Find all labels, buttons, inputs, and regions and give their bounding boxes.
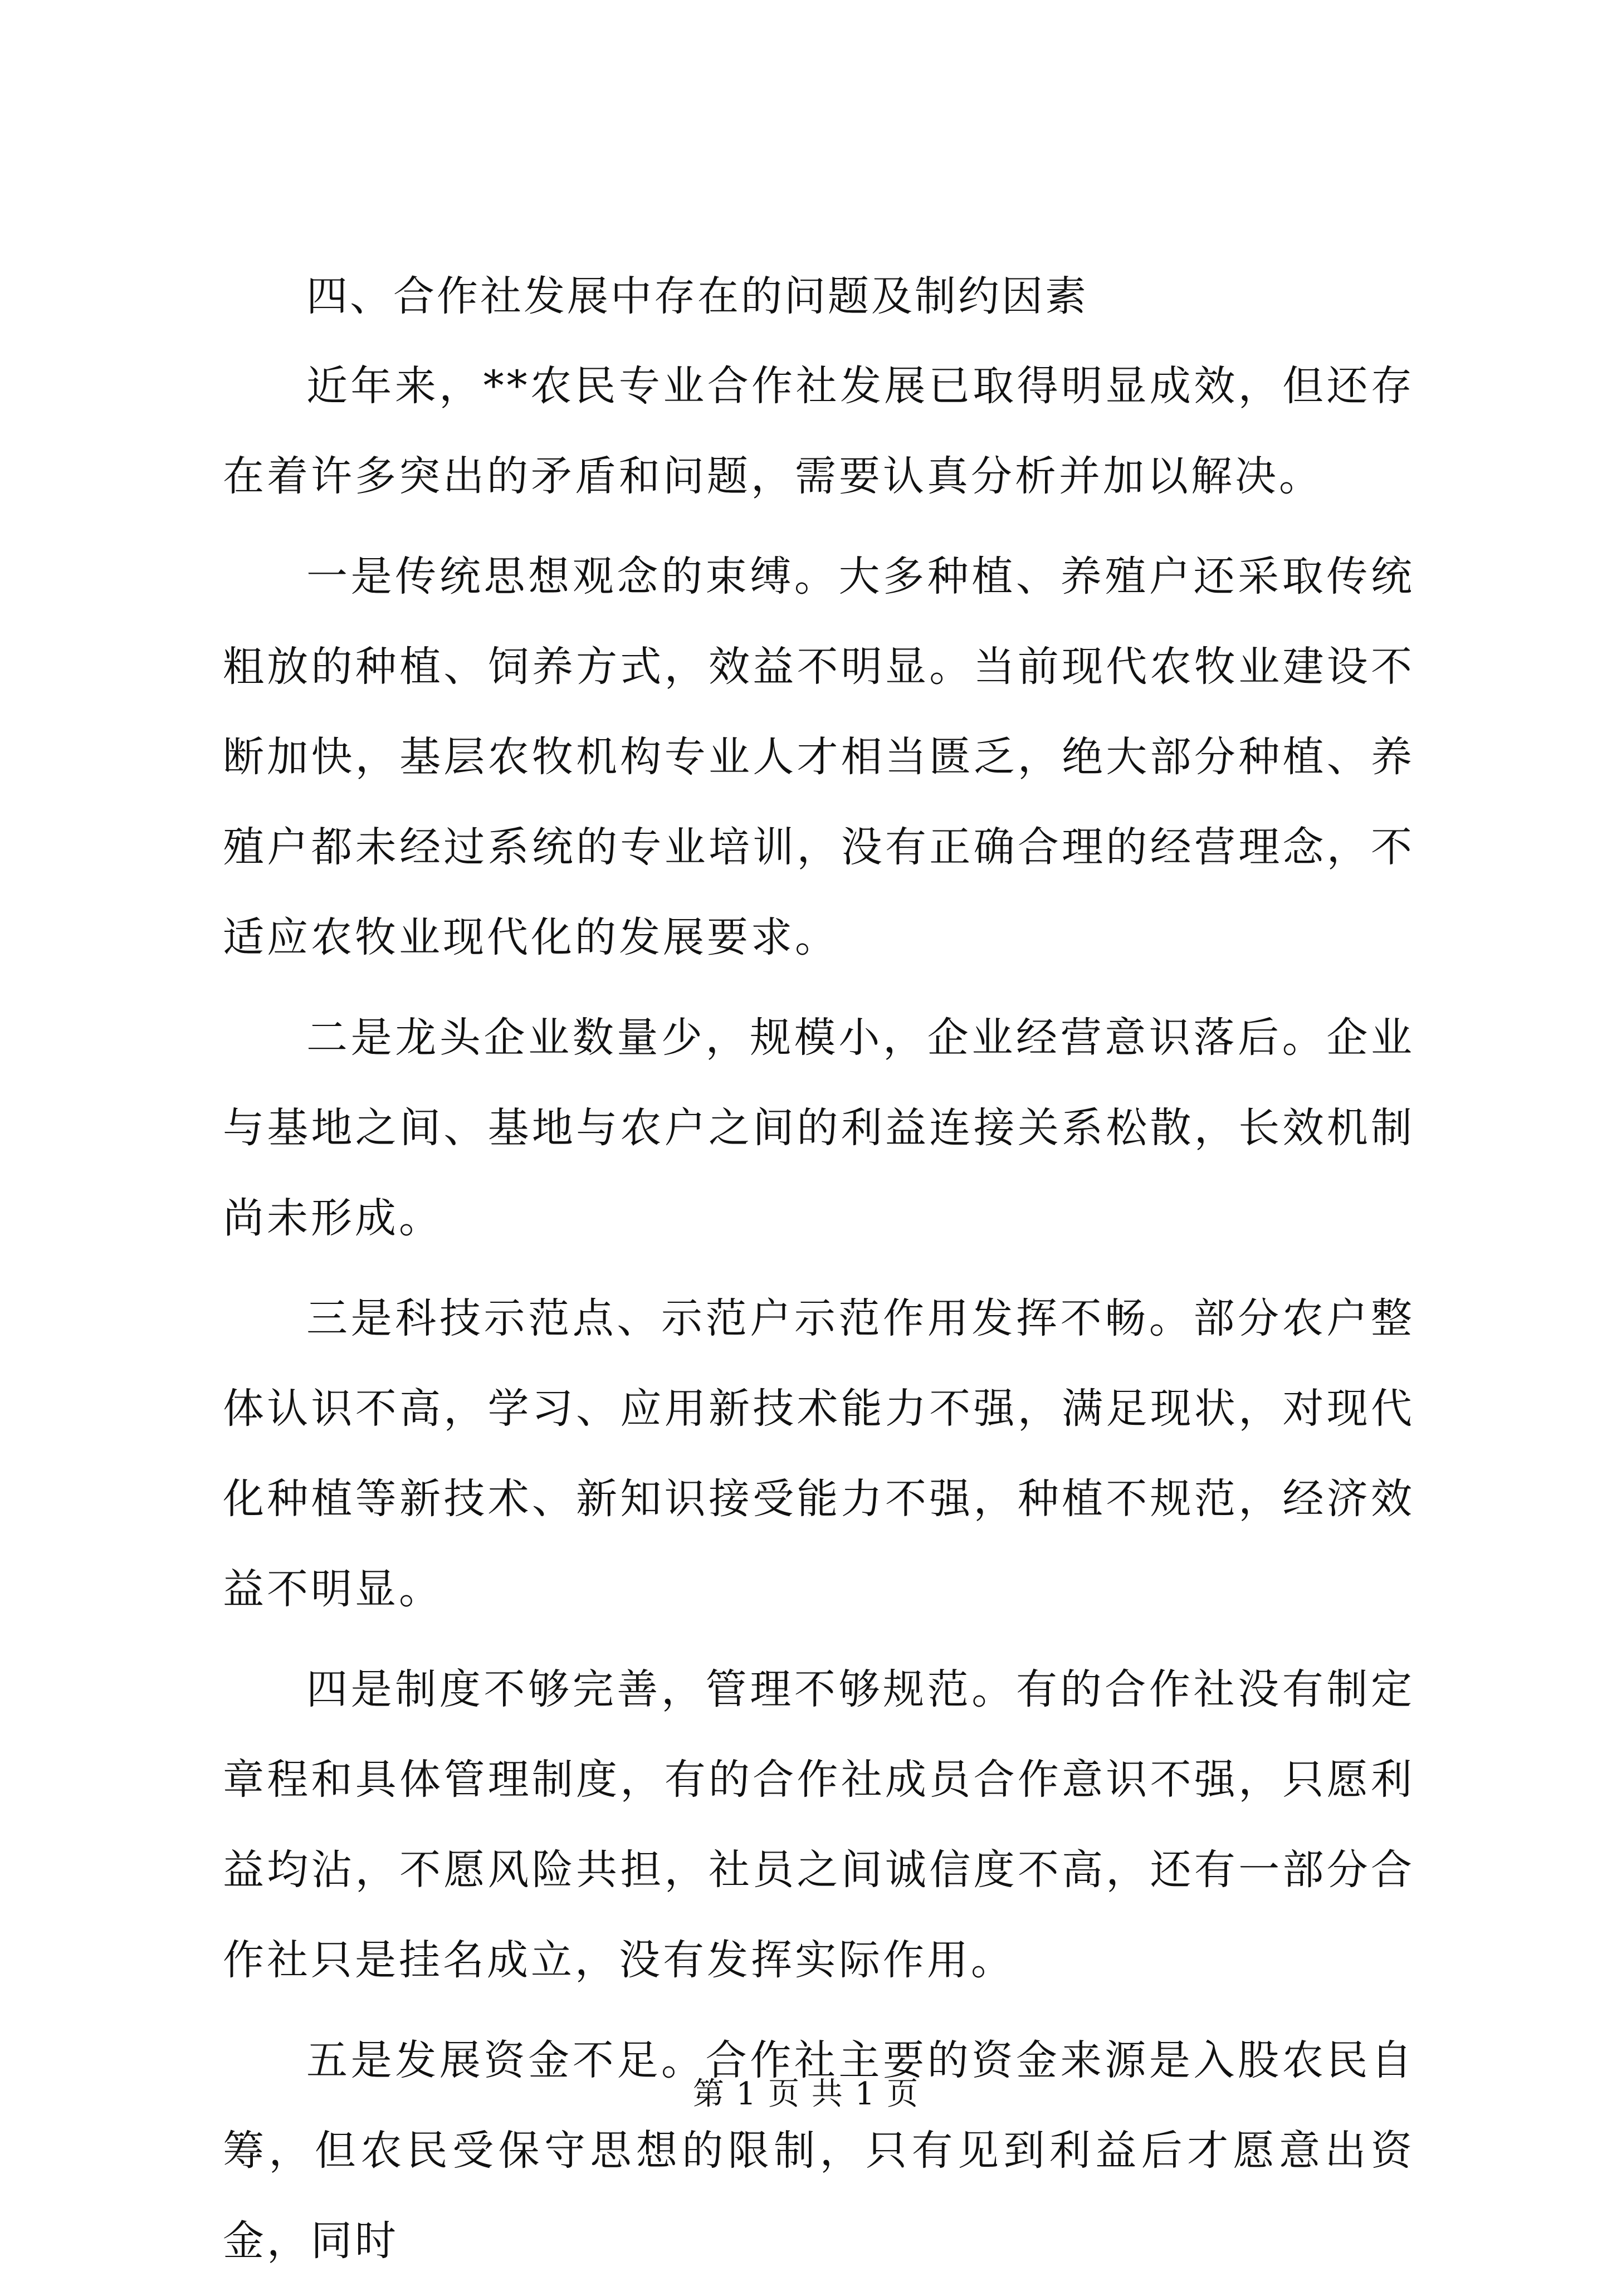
paragraph-point-1: 一是传统思想观念的束缚。大多种植、养殖户还采取传统粗放的种植、饲养方式，效益不明显。当前现代农牧业建设不断加快，基层农牧机构专业人才相当匮乏，绝大部分种植、养殖户都未经过系统的专业培训，没有正确合理的经营理念，不适应农牧业现代化的发展要求。 <box>223 553 1415 961</box>
paragraph-point-3: 三是科技示范点、示范户示范作用发挥不畅。部分农户整体认识不高，学习、应用新技术能力不强，满足现状，对现代化种植等新技术、新知识接受能力不强，种植不规范，经济效益不明显。 <box>223 1294 1415 1613</box>
paragraph-point-4: 四是制度不够完善，管理不够规范。有的合作社没有制定章程和具体管理制度，有的合作社成员合作意识不强，只愿利益均沾，不愿风险共担，社员之间诚信度不高，还有一部分合作社只是挂名成立，没有发挥实际作用。 <box>223 1665 1415 1984</box>
document-body <box>223 262 1415 2296</box>
page-footer: 第 1 页 共 1 页 <box>692 2076 920 2112</box>
section-heading: 四、合作社发展中存在的问题及制约因素 <box>306 272 1088 320</box>
paragraph-point-2: 二是龙头企业数量少，规模小，企业经营意识落后。企业与基地之间、基地与农户之间的利益连接关系松散，长效机制尚未形成。 <box>223 1014 1415 1242</box>
paragraph-point-5: 五是发展资金不足。合作社主要的资金来源是入股农民自筹，但农民受保守思想的限制，只有见到利益后才愿意出资金，同时 <box>223 2036 1415 2265</box>
paragraph-intro: 近年来，**农民专业合作社发展已取得明显成效，但还存在着许多突出的矛盾和问题，需要认真分析并加以解决。 <box>223 362 1415 500</box>
